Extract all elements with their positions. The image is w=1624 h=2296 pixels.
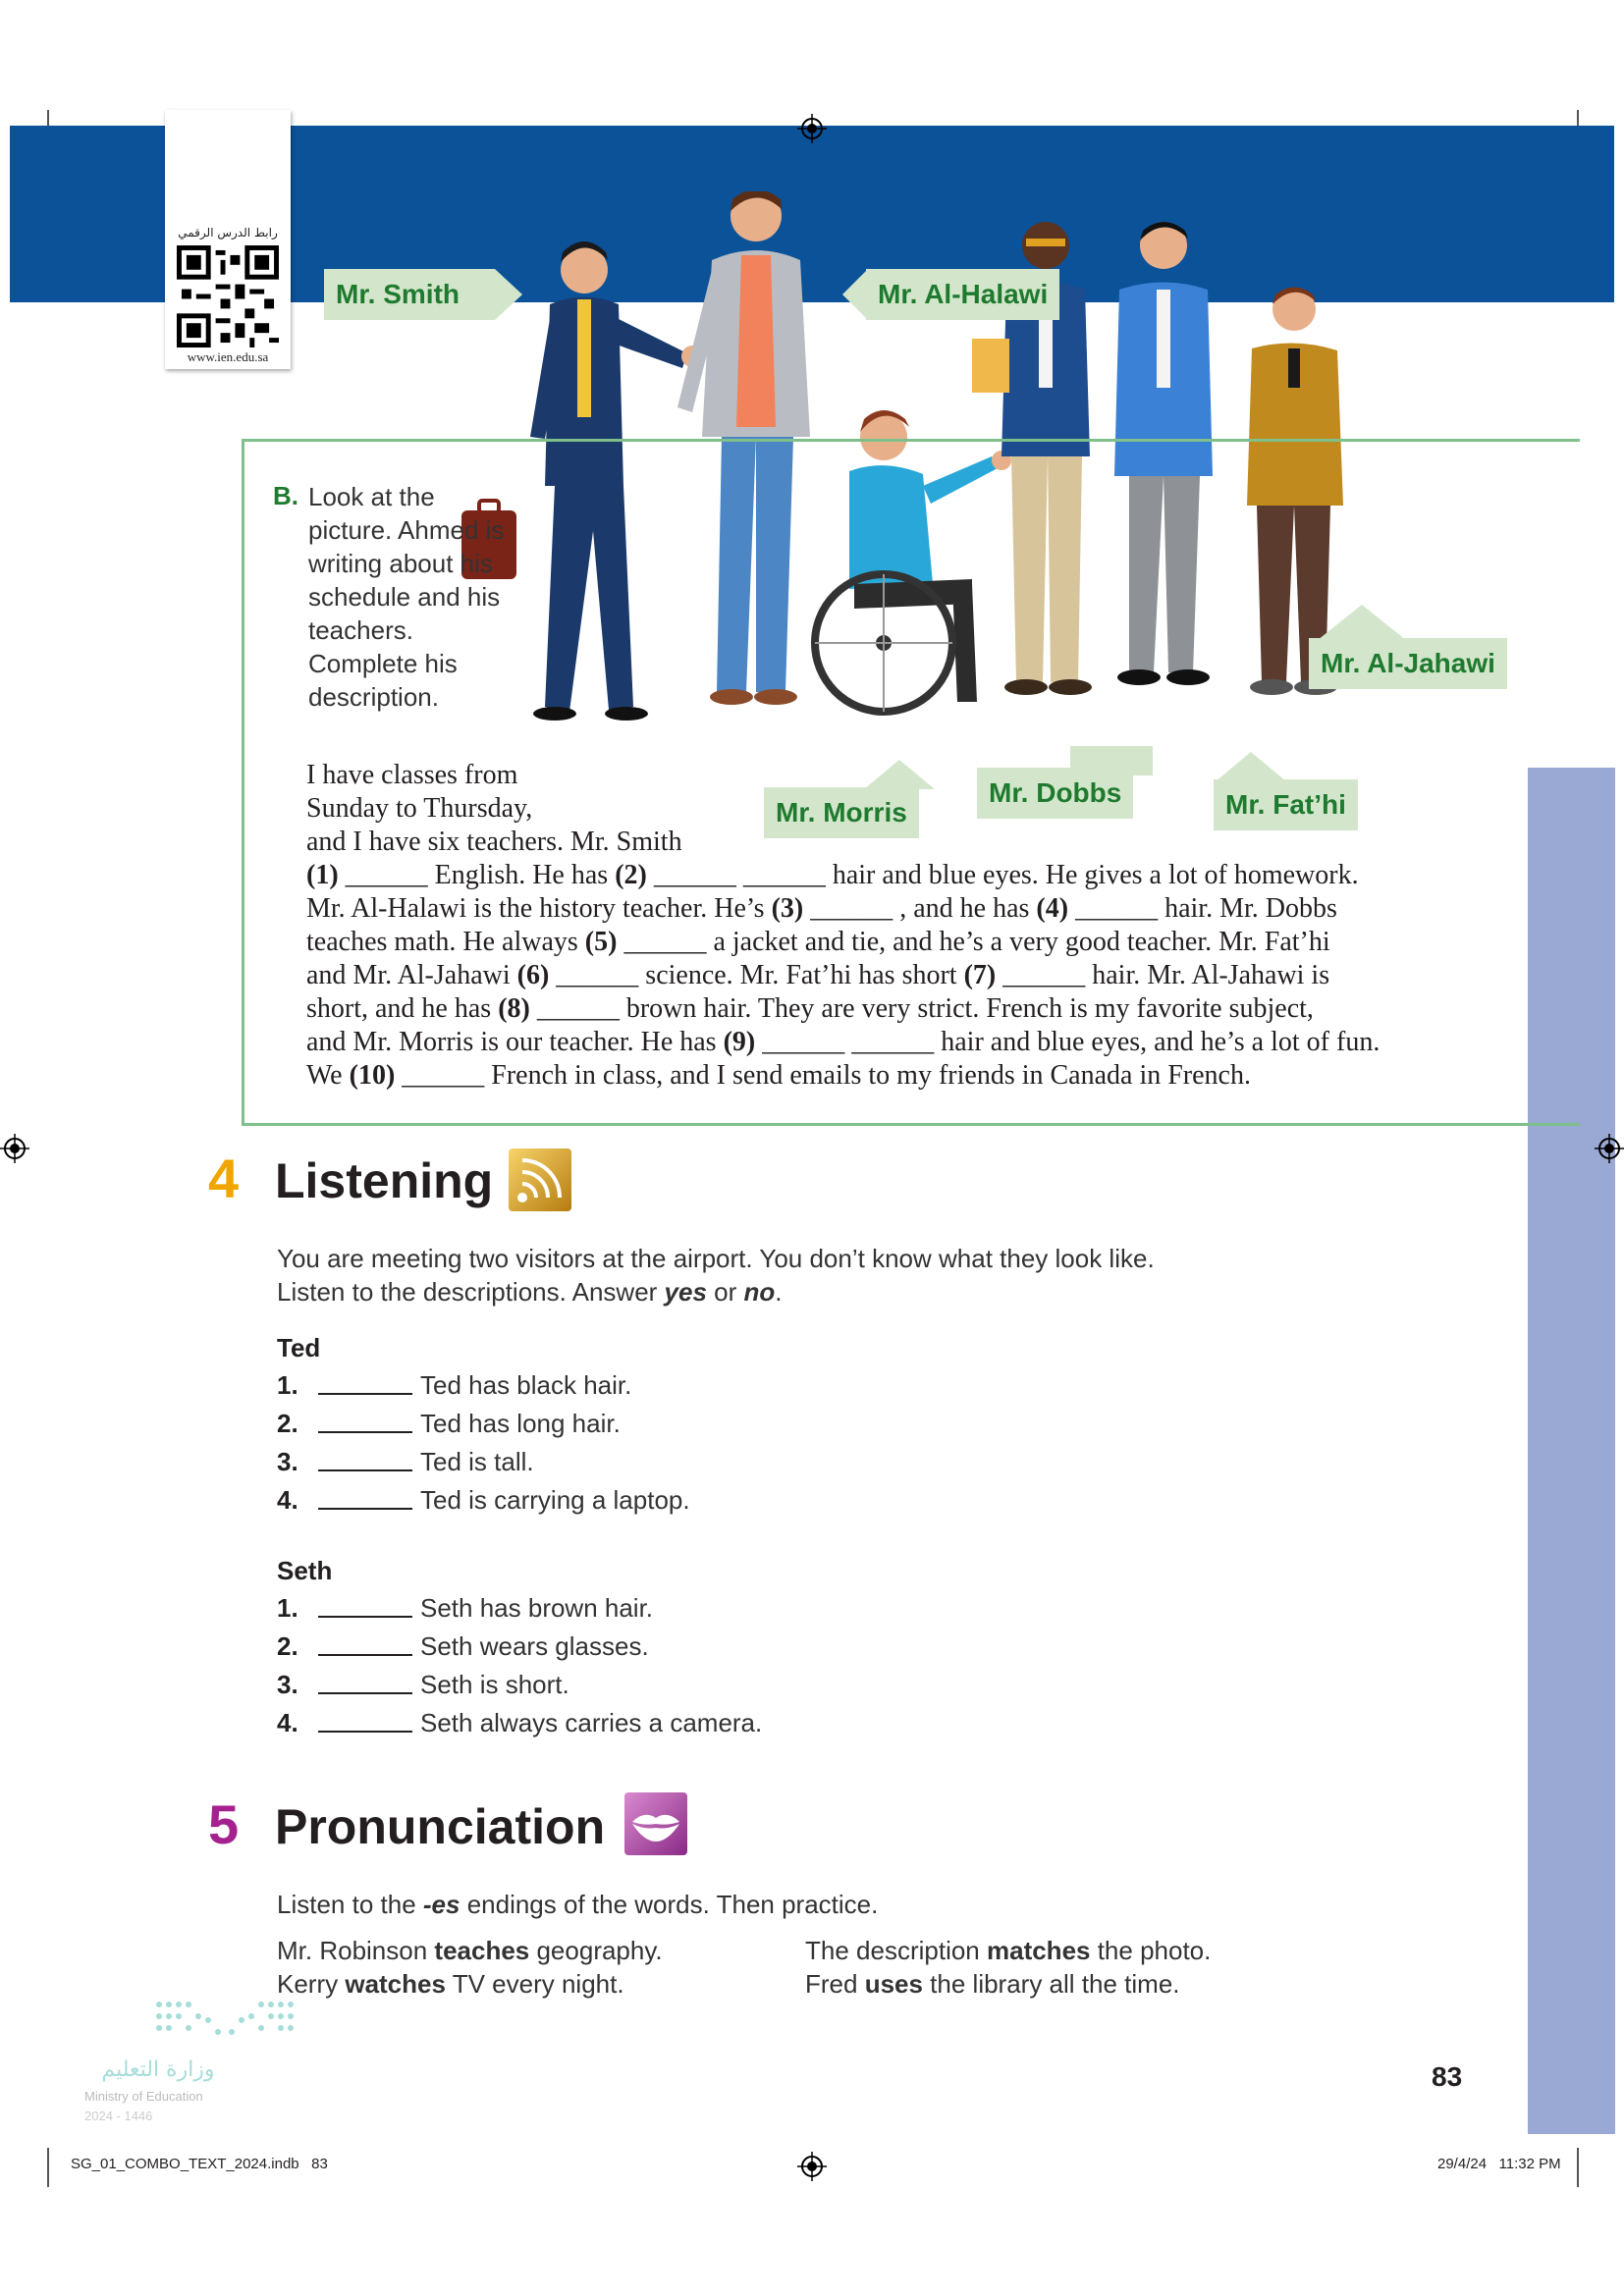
answer-yes: yes [664,1277,707,1307]
listening-instruction-2 [277,1277,783,1308]
exercise-b-instruction: Look at the picture. Ahmed is writing about his schedule and his teachers. Complete his description. [308,482,505,712]
seth-item-text: Seth is short. [420,1670,569,1699]
answer-no: no [743,1277,776,1307]
ministry-name-english: Ministry of Education [84,2089,203,2104]
example-sentence: Kerry watches TV every night. [277,1969,624,1999]
audio-icon[interactable] [509,1148,571,1211]
instruction-text: Listen to the [277,1890,423,1919]
instruction-text: Listen to the descriptions. Answer [277,1277,665,1307]
blank-number: (8) [498,993,530,1024]
blank-number: (4) [1036,893,1069,924]
paragraph-line: Sunday to Thursday, [306,793,533,824]
tag-mr-morris: Mr. Morris [764,787,919,838]
ted-item-text: Ted has long hair. [420,1409,621,1438]
crop-mark [1577,2148,1579,2187]
seth-item-text: Seth has brown hair. [420,1593,654,1623]
blank-number: (6) [516,960,550,990]
blank-number: (7) [963,960,997,990]
tag-mr-al-halawi: Mr. Al-Halawi [866,269,1059,320]
seth-item-text: Seth wears glasses. [420,1631,649,1661]
ted-item-text: Ted is carrying a laptop. [420,1485,690,1515]
tag-mr-dobbs: Mr. Dobbs [977,768,1133,819]
blank-number: (10) [349,1060,396,1091]
ted-answer-blank[interactable] [318,1469,412,1471]
ministry-year: 2024 - 1446 [84,2109,153,2123]
seth-answer-blank[interactable] [318,1616,412,1618]
blank-number: (9) [723,1027,756,1057]
ted-item-number: 3. [277,1447,298,1476]
tag-mr-fathi: Mr. Fat’hi [1214,779,1358,830]
seth-item-text: Seth always carries a camera. [420,1708,763,1737]
listening-instruction-1: You are meeting two visitors at the airport. You don’t know what they look like. [277,1244,1155,1273]
paragraph-line: and I have six teachers. Mr. Smith [306,827,682,857]
blank-number: (2) [615,860,647,890]
listening-number: 4 [208,1148,240,1209]
ministry-name-arabic: وزارة التعليم [101,2057,215,2082]
qr-url[interactable]: www.ien.edu.sa [187,349,269,364]
qr-caption: رابط الدرس الرقمي [178,226,278,240]
example-sentence: Fred uses the library all the time. [805,1969,1180,1999]
paragraph-line: Mr. Al-Halawi is the history teacher. He’s (3) ______ , and he has (4) ______ hair. Mr. Dobbs [306,893,1337,924]
tag-arrow-icon [465,269,522,320]
ted-answer-blank[interactable] [318,1393,412,1395]
footer-file: SG_01_COMBO_TEXT_2024.indb 83 [71,2156,328,2172]
paragraph-line: teaches math. He always (5) ______ a jacket and tie, and he’s a very good teacher. Mr. Fat’hi [306,927,1330,957]
blank-number: (1) [306,860,339,890]
footer-timestamp: 29/4/24 11:32 PM [1437,2156,1561,2172]
seth-item-number: 4. [277,1708,298,1737]
pronunciation-instruction [277,1890,878,1920]
ministry-logo-icon [153,1999,297,2042]
seth-answer-blank[interactable] [318,1692,412,1694]
seth-item-number: 3. [277,1670,298,1699]
instruction-text: endings of the words. Then practice. [460,1890,879,1919]
ted-item-number: 4. [277,1485,298,1515]
seth-answer-blank[interactable] [318,1731,412,1733]
pronunciation-number: 5 [208,1793,240,1855]
crop-mark [47,2148,49,2187]
tag-mr-smith: Mr. Smith [324,269,471,320]
pronunciation-title: Pronunciation [275,1799,606,1854]
paragraph-line: (1) ______ English. He has (2) ______ ______ hair and blue eyes. He gives a lot of homework. [306,860,1359,890]
es-ending: -es [422,1890,460,1919]
seth-item-number: 2. [277,1631,298,1661]
instruction-period: . [775,1277,783,1307]
blank-number: (5) [584,927,618,957]
seth-answer-blank[interactable] [318,1654,412,1656]
lips-icon[interactable] [624,1792,687,1855]
seth-label: Seth [277,1556,333,1585]
ted-answer-blank[interactable] [318,1508,412,1510]
tag-mr-al-jahawi: Mr. Al-Jahawi [1309,638,1507,689]
paragraph-line: We (10) ______ French in class, and I send emails to my friends in Canada in French. [306,1060,1251,1091]
paragraph-line: I have classes from [306,760,518,790]
ted-answer-blank[interactable] [318,1431,412,1433]
ted-item-number: 2. [277,1409,298,1438]
listening-title: Listening [275,1153,494,1208]
qr-code-icon[interactable] [177,245,279,347]
page-number: 83 [1432,2061,1463,2092]
example-sentence: The description matches the photo. [805,1936,1212,1965]
instruction-or: or [706,1277,744,1307]
registration-target-icon [1595,1134,1624,1163]
qr-card[interactable] [165,110,291,369]
seth-item-number: 1. [277,1593,298,1623]
paragraph-line: and Mr. Al-Jahawi (6) ______ science. Mr. Fat’hi has short (7) ______ hair. Mr. Al-Jahawi is [306,960,1330,990]
registration-target-icon [797,114,827,143]
ted-item-text: Ted is tall. [420,1447,534,1476]
example-sentence: Mr. Robinson teaches geography. [277,1936,663,1965]
paragraph-line: short, and he has (8) ______ brown hair. They are very strict. French is my favorite subject, [306,993,1314,1024]
exercise-b-letter: B. [273,481,298,510]
ted-item-text: Ted has black hair. [420,1370,632,1400]
registration-target-icon [0,1134,29,1163]
ted-item-number: 1. [277,1370,298,1400]
registration-target-icon [797,2152,827,2181]
blank-number: (3) [771,893,804,924]
paragraph-line: and Mr. Morris is our teacher. He has (9) ______ ______ hair and blue eyes, and he’s a lot of fun. [306,1027,1380,1057]
ted-label: Ted [277,1333,321,1362]
